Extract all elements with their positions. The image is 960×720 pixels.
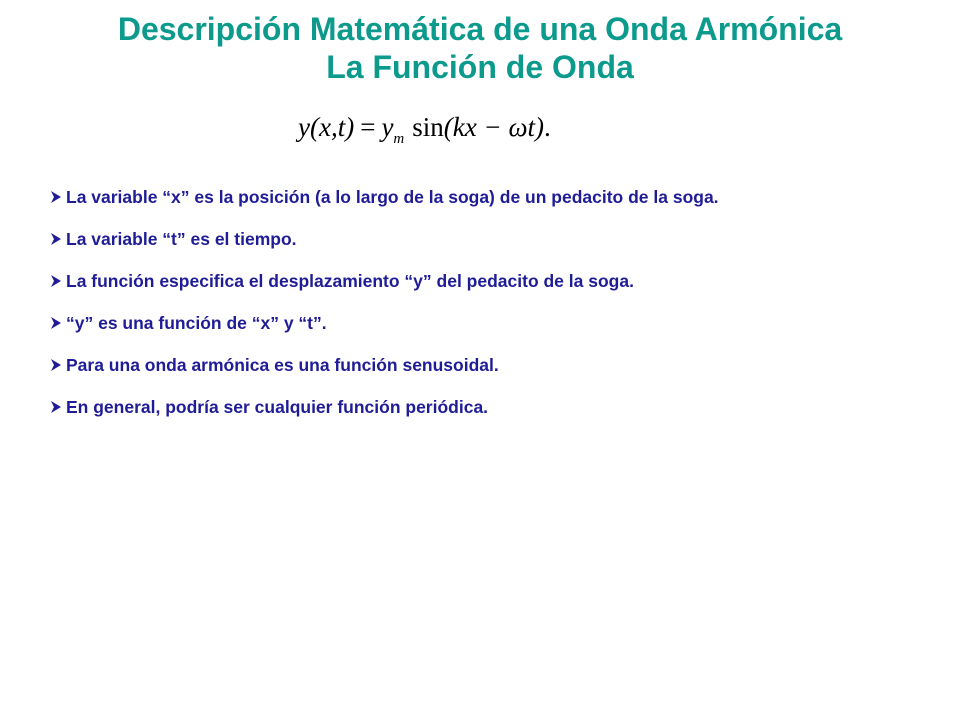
formula-function-name: sin [412,112,444,142]
arrow-bullet-icon [49,274,63,288]
formula-amplitude: y [381,112,394,142]
bullet-text: La función especifica el desplazamiento “y” del pedacito de la soga. [66,271,634,291]
arrow-bullet-icon [49,232,63,246]
bullet-list [49,184,909,436]
bullet-text: La variable “t” es el tiempo. [66,229,297,249]
bullet-item [49,310,909,337]
formula-equals: = [360,112,376,142]
bullet-text: “y” es una función de “x” y “t”. [66,313,327,333]
formula-trailing: . [544,112,551,142]
bullet-item [49,394,909,421]
formula-amplitude-subscript: m [393,131,405,147]
title-line-2: La Función de Onda [326,49,634,85]
arrow-bullet-icon [49,190,63,204]
bullet-item [49,226,909,253]
title-line-1: Descripción Matemática de una Onda Armónica [117,11,843,47]
bullet-text: En general, podría ser cualquier función periódica. [66,397,489,417]
arrow-bullet-icon [49,400,63,414]
arrow-bullet-icon [49,358,63,372]
arrow-bullet-icon [49,316,63,330]
bullet-text: La variable “x” es la posición (a lo largo de la soga) de un pedacito de la soga. [66,187,719,207]
slide-title [0,10,960,86]
bullet-item [49,268,909,295]
bullet-item [49,352,909,379]
formula-argument: (kx − ωt) [443,112,545,142]
bullet-text: Para una onda armónica es una función senusoidal. [66,355,499,375]
bullet-item [49,184,909,211]
wave-function-formula [298,112,551,156]
formula-lhs: y(x,t) [298,112,355,142]
